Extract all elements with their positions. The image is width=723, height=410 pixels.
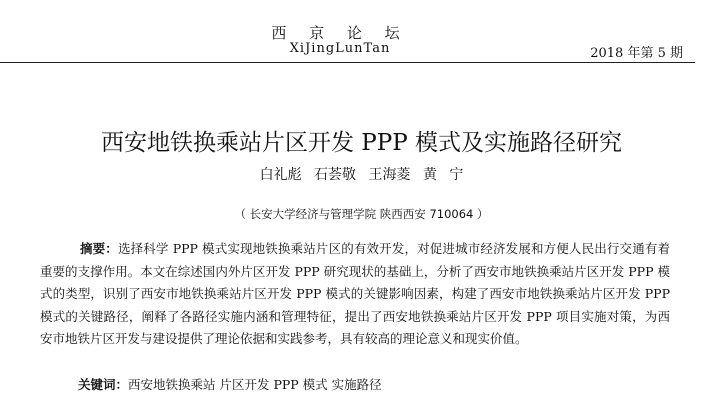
- keywords-label: 关键词：: [78, 377, 129, 392]
- author-affiliation: （ 长安大学经济与管理学院 陕西西安 710064 ）: [234, 207, 489, 221]
- author-list: 白礼彪 石荟敬 王海菱 黄 宁: [259, 167, 464, 183]
- journal-name-chinese: 西 京 论 坛: [271, 24, 409, 42]
- keywords-text: 西安地铁换乘站 片区开发 PPP 模式 实施路径: [128, 377, 382, 392]
- abstract-text: 选择科学 PPP 模式实现地铁换乘站片区的有效开发，对促进城市经济发展和方便人民出行交通有着重要的支撑作用。本文在综述国内外片区开发 PPP 研究现状的基础上，分析了西安市地铁换乘站片区开发 PPP 模式的类型，识别了西安市地铁换乘站片区开发 PPP 模式的关键影响因素，构建了西安市地铁换乘站片区开发 PPP 模式的关键路径，阐释了各路径实施内涵和管理特征，提出了西安地铁换乘站片区开发 PPP 项目实施对策，为西安市地铁片区开发与建设提供了理论依据和实践参考，具有较高的理论意义和现实价值。: [40, 241, 670, 347]
- keywords: [78, 375, 678, 393]
- header-rule: [0, 62, 695, 63]
- abstract-label: 摘要：: [80, 241, 118, 256]
- article-title: 西安地铁换乘站片区开发 PPP 模式及实施路径研究: [100, 130, 623, 156]
- journal-name-pinyin: XiJingLunTan: [289, 41, 391, 56]
- abstract: [40, 238, 670, 351]
- issue-number: 2018 年第 5 期: [590, 46, 683, 61]
